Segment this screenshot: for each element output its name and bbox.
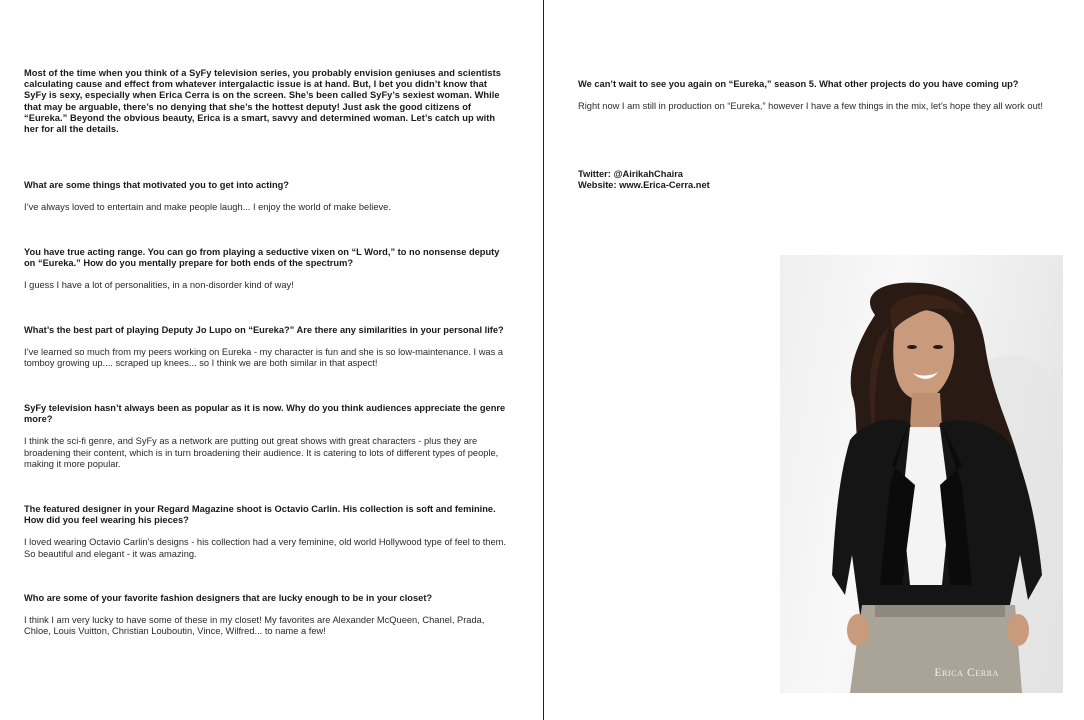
portrait-illustration xyxy=(780,255,1063,693)
left-page xyxy=(24,68,510,668)
intro-paragraph: Most of the time when you think of a SyFy television series, you probably envision geniuses and scientists calculating cause and effect from whatever intergalactic issue is at hand. But, I bet you didn’t know that SyFy is sexy, especially when Erica Cerra is on the screen. She’s been called SyFy’s sexiest woman. While that may be arguable, there’s no denying that she’s the hottest deputy! Just ask the good citizens of “Eureka.” Beyond the obvious beauty, Erica is a smart, savvy and determined woman. Let’s catch up with her for all the details. xyxy=(24,68,501,135)
website-url: Website: www.Erica-Cerra.net xyxy=(578,180,710,191)
twitter-handle: Twitter: @AirikahChaira xyxy=(578,169,683,179)
question: Who are some of your favorite fashion designers that are lucky enough to be in your closet? xyxy=(24,593,433,603)
right-page xyxy=(578,79,1058,219)
question: We can’t wait to see you again on “Eureka,” season 5. What other projects do you have coming up? xyxy=(578,79,1019,89)
question: What are some things that motivated you to get into acting? xyxy=(24,180,289,190)
answer: I think I am very lucky to have some of these in my closet! My favorites are Alexander McQueen, Chanel, Prada, Chloe, Louis Vuitton, Christian Louboutin, Vince, Wilfred... to name a few! xyxy=(24,615,485,637)
question: You have true acting range. You can go from playing a seductive vixen on “L Word,” to no nonsense deputy on “Eureka.” How do you mentally prepare for both ends of the spectrum? xyxy=(24,247,500,269)
portrait-photo xyxy=(780,255,1063,693)
page-gutter-divider xyxy=(543,0,544,720)
photo-caption: Erica Cerra xyxy=(934,667,999,679)
question: What’s the best part of playing Deputy Jo Lupo on “Eureka?” Are there any similarities in your personal life? xyxy=(24,325,504,335)
question: SyFy television hasn’t always been as popular as it is now. Why do you think audiences appreciate the genre more? xyxy=(24,403,506,425)
answer: Right now I am still in production on “Eureka,” however I have a few things in the mix, let’s hope they all work out! xyxy=(578,101,1043,112)
qa-block xyxy=(24,504,510,560)
qa-block xyxy=(24,180,510,213)
contact-info xyxy=(578,169,710,191)
qa-block xyxy=(24,247,510,292)
qa-block xyxy=(24,325,510,370)
answer: I’ve always loved to entertain and make people laugh... I enjoy the world of make believe. xyxy=(24,202,391,213)
answer: I’ve learned so much from my peers working on Eureka - my character is fun and she is so low-maintenance. I was a tomboy growing up.... scraped up knees... so I think we are both similar in that aspect! xyxy=(24,347,503,369)
answer: I loved wearing Octavio Carlin’s designs - his collection had a very feminine, old world Hollywood type of feel to them. So beautiful and elegant - it was amazing. xyxy=(24,537,506,559)
question: The featured designer in your Regard Magazine shoot is Octavio Carlin. His collection is soft and feminine. How did you feel wearing his pieces? xyxy=(24,504,496,526)
qa-block xyxy=(578,79,1058,112)
answer: I think the sci-fi genre, and SyFy as a network are putting out great shows with great characters - plus they are broadening their content, which is in turn broadening their audience. It is catering to lots of different types of people, making it more popular. xyxy=(24,436,499,469)
qa-block xyxy=(24,403,510,470)
qa-block xyxy=(24,593,510,638)
answer: I guess I have a lot of personalities, in a non-disorder kind of way! xyxy=(24,280,294,291)
